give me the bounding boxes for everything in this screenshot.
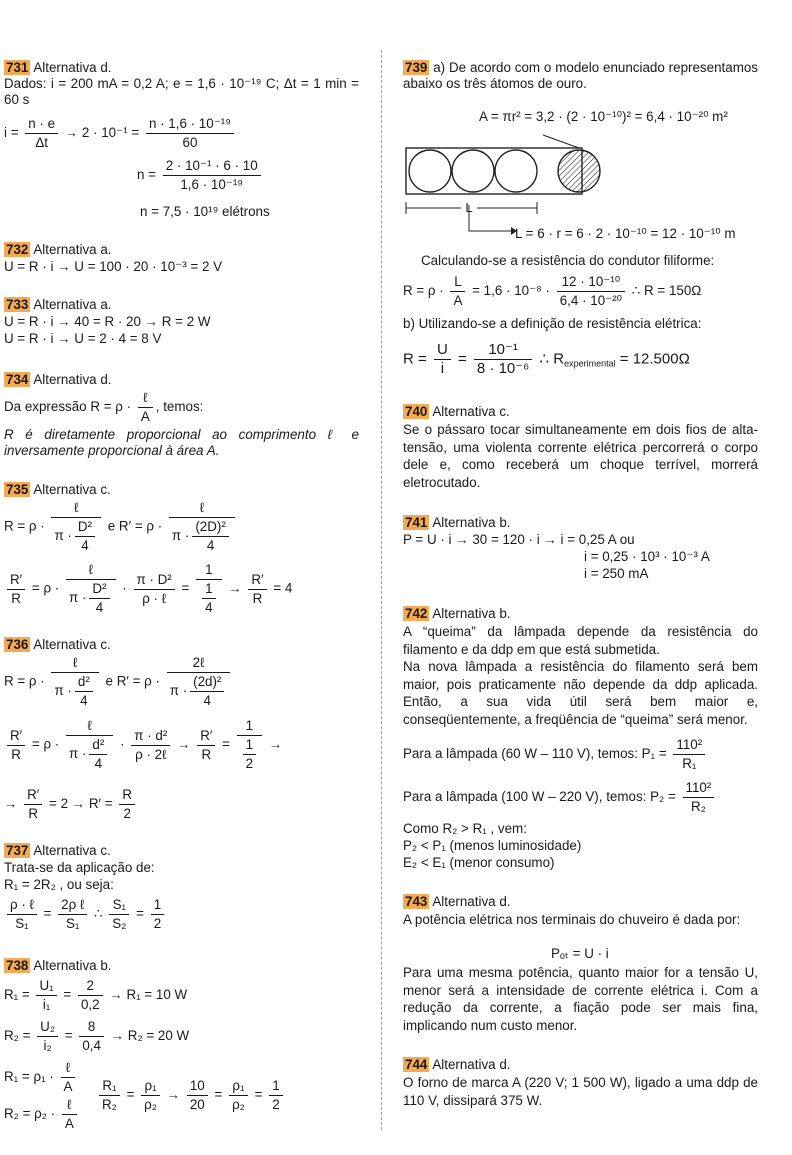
q736-R: R xyxy=(119,787,135,805)
q738-res2: → R₂ = 20 W xyxy=(110,1028,190,1044)
q741-line2: i = 0,25 · 10³ · 10⁻³ A xyxy=(584,549,710,564)
q738-i2: i₂ xyxy=(43,1038,52,1053)
q738-frac-half xyxy=(269,1078,282,1113)
q736-two2: 2 xyxy=(123,806,131,821)
q736-eq-rho: = ρ · xyxy=(31,736,60,752)
q736-rr-d3: R xyxy=(28,806,39,821)
q737-number: 737 xyxy=(6,843,29,858)
q739-fb-den: 8 · 10⁻⁶ xyxy=(476,360,530,377)
q733-line2: U = R · i → U = 2 · 4 = 8 V xyxy=(4,331,162,346)
q739-r: R = ρ · xyxy=(403,283,444,299)
q738-one: 1 xyxy=(269,1078,282,1096)
q736-rr-d: R xyxy=(11,746,21,762)
area-pointer xyxy=(543,135,579,148)
q737-header xyxy=(4,843,111,859)
q735-den-a xyxy=(51,518,101,554)
q738-frac-8 xyxy=(79,1019,104,1054)
q736-and: e R′ = ρ · xyxy=(105,673,160,689)
q736-rr-d2: R xyxy=(201,746,212,762)
q738-a2: A xyxy=(64,1116,74,1131)
atom-1 xyxy=(409,150,451,192)
q735-r: R = ρ · xyxy=(4,518,45,534)
q738-frac-2 xyxy=(78,978,103,1013)
q735-frac-e2 xyxy=(202,581,215,616)
q737-f1-den: S₁ xyxy=(15,916,29,931)
q738-rho2b: ρ₂ xyxy=(232,1097,245,1112)
q740-answer: Alternativa c. xyxy=(432,404,510,419)
q738-eq2 xyxy=(4,1019,189,1054)
q736-rr-n: R′ xyxy=(7,728,25,746)
q731-eq1 xyxy=(4,116,237,151)
q731-eq2 xyxy=(137,158,264,193)
q738-frac-lb xyxy=(62,1097,77,1132)
q738-n8: 8 xyxy=(79,1019,104,1037)
q736-frac-a xyxy=(51,655,98,709)
q739-i: i xyxy=(440,360,445,377)
q739-area: A = πr² = 3,2 · (2 · 10⁻¹⁰)² = 6,4 · 10⁻²⁰ m² xyxy=(479,109,728,124)
q739-b-eq xyxy=(403,342,690,377)
q731-f3-den: 1,6 · 10⁻¹⁹ xyxy=(180,177,244,192)
q741-answer: Alternativa b. xyxy=(432,515,511,530)
q731-f1-num: n · e xyxy=(25,116,58,134)
q736-den-e xyxy=(237,736,262,772)
q741-header xyxy=(403,515,510,531)
q739-res: ∴ R = 150Ω xyxy=(631,283,702,299)
q742-l2-text: Para a lâmpada (100 W – 220 V), temos: P₂ = xyxy=(403,789,676,805)
q735-frac-a2 xyxy=(75,519,95,554)
q738-r1b: R₁ = ρ₁ · xyxy=(4,1069,54,1085)
q738-frac-r xyxy=(99,1078,120,1113)
q739-f-num: 12 · 10⁻¹⁰ xyxy=(557,274,625,292)
q736-arrow1: → xyxy=(177,736,191,752)
q743-answer: Alternativa d. xyxy=(432,894,511,909)
q736-pid2: π · d² xyxy=(131,728,170,746)
q731-f2-num: n · 1,6 · 10⁻¹⁹ xyxy=(146,116,234,134)
q736-frac-d xyxy=(131,728,170,763)
q739-length: L = 6 · r = 6 · 2 · 10⁻¹⁰ = 12 · 10⁻¹⁰ m xyxy=(515,226,736,241)
q734-f-den: A xyxy=(140,409,150,424)
q736-frac-c xyxy=(66,718,113,772)
q735-four4: 4 xyxy=(205,600,213,615)
q735-pi: π · xyxy=(54,528,72,544)
q737-f3-num: S₁ xyxy=(109,897,129,915)
q735-frac-b xyxy=(169,500,235,554)
q738-R1: R₁ xyxy=(99,1078,120,1096)
q738-eq3: = xyxy=(126,1087,135,1103)
q739-frac-b xyxy=(474,342,532,377)
q742-number: 742 xyxy=(405,606,428,621)
q735-rr-d2: R xyxy=(252,590,263,606)
q738-eq5: = xyxy=(254,1087,263,1103)
q736-number: 736 xyxy=(6,637,29,652)
q736-frac-c2 xyxy=(89,737,107,772)
q736-eq1 xyxy=(4,655,233,709)
q738-n2: 2 xyxy=(78,978,103,996)
q735-twod: (2D)² xyxy=(192,519,229,537)
q737-eq1: = xyxy=(43,906,52,922)
q735-one: 1 xyxy=(196,562,221,580)
q736-two: 2 xyxy=(245,756,254,771)
q737-f1-num: ρ · ℓ xyxy=(7,897,37,915)
q735-pi3: π · xyxy=(69,590,87,606)
q744-answer: Alternativa d. xyxy=(432,1057,511,1072)
q739-frac-r xyxy=(557,274,625,309)
q731-answer: Alternativa d. xyxy=(33,60,112,75)
q738-frac-10 xyxy=(187,1078,208,1113)
q737-f4-den: 2 xyxy=(153,916,162,931)
q738-frac-rho2 xyxy=(229,1078,248,1113)
q735-frac-c2 xyxy=(89,581,109,616)
q741-line3: i = 250 mA xyxy=(584,566,649,581)
q738-frac-la xyxy=(61,1060,76,1095)
q738-r1: R₁ = xyxy=(4,987,30,1003)
q738-u2: U₂ xyxy=(37,1019,58,1037)
q742-frac2 xyxy=(683,780,715,815)
q734-expression xyxy=(4,390,203,425)
q736-rho2l: ρ · 2ℓ xyxy=(135,746,167,762)
q739-calc: Calculando-se a resistência do condutor filiforme: xyxy=(421,253,715,268)
q736-rr-n2: R′ xyxy=(197,728,215,746)
q736-final-pre: → xyxy=(4,796,18,812)
q743-number: 743 xyxy=(405,894,428,909)
cross-section xyxy=(558,150,600,192)
q744-number: 744 xyxy=(405,1057,428,1072)
q733-number: 733 xyxy=(6,297,29,312)
q739-a-body: a) De acordo com o modelo enunciado representamos abaixo os três átomos de ouro. xyxy=(403,60,758,91)
q739-mid: = 1,6 · 10⁻⁸ · xyxy=(472,283,550,299)
q738-i1: i₁ xyxy=(42,997,51,1012)
q736-d2b: d² xyxy=(89,737,107,755)
q736-four: 4 xyxy=(80,693,88,708)
q739-frac-la xyxy=(450,274,465,309)
q736-eq2 xyxy=(4,718,282,772)
q738-rho1b: ρ₁ xyxy=(229,1078,248,1096)
q736-eq: = xyxy=(222,736,230,752)
q738-arrow: → xyxy=(166,1087,181,1103)
q736-pi: π · xyxy=(54,683,72,699)
q738-eq1a: = xyxy=(63,987,72,1003)
column-divider xyxy=(381,50,382,1130)
q737-f4-num: 1 xyxy=(151,897,164,915)
q731-frac1 xyxy=(25,116,58,151)
q738-d04: 0,4 xyxy=(82,1038,101,1053)
q736-den-b xyxy=(167,673,231,709)
q738-eq2a: = xyxy=(64,1028,73,1044)
q735-four3: 4 xyxy=(95,600,104,615)
length-label: L xyxy=(465,200,473,215)
q733-header xyxy=(4,297,111,313)
q735-eq-rho: = ρ · xyxy=(31,580,60,596)
q738-u1: U₁ xyxy=(36,978,56,996)
q734-answer: Alternativa d. xyxy=(33,372,112,387)
q736-four3: 4 xyxy=(94,756,103,771)
q740-number: 740 xyxy=(405,404,428,419)
length-arrow-path xyxy=(469,205,511,231)
q734-number: 734 xyxy=(6,372,29,387)
q735-ratio xyxy=(7,572,25,607)
q742-l1-den: R₁ xyxy=(682,756,697,771)
q739-resb2: = 12.500Ω xyxy=(619,350,690,368)
q739-sub: experimental xyxy=(564,358,616,369)
q738-ten: 10 xyxy=(187,1078,208,1096)
q737-answer: Alternativa c. xyxy=(33,843,111,858)
q735-header xyxy=(4,482,111,498)
q736-header xyxy=(4,637,111,653)
q736-frac-b xyxy=(167,655,231,709)
q737-f2-den: S₁ xyxy=(65,916,80,931)
q738-l1: ℓ xyxy=(61,1060,76,1078)
q738-r2: R₂ = xyxy=(4,1028,31,1044)
q743-p1: A potência elétrica nos terminais do chuveiro é dada por: xyxy=(403,912,741,927)
q735-eq: = xyxy=(181,580,190,596)
q742-l1-text: Para a lâmpada (60 W – 110 V), temos: P₁ = xyxy=(403,746,667,762)
q735-d2: D² xyxy=(75,519,95,537)
q736-r: R = ρ · xyxy=(4,673,45,689)
q735-d2b: D² xyxy=(89,581,109,599)
q736-one2: 1 xyxy=(243,737,256,755)
q742-c3: E₂ < E₁ (menor consumo) xyxy=(403,855,555,870)
q731-f2-den: 60 xyxy=(182,135,198,150)
q731-f1-den: Δt xyxy=(35,135,48,150)
q736-ratio2 xyxy=(197,728,215,763)
q738-number: 738 xyxy=(6,958,29,973)
q731-arrow: → 2 · 10⁻¹ = xyxy=(64,125,140,141)
q738-a1: A xyxy=(63,1079,73,1094)
q738-res1: → R₁ = 10 W xyxy=(109,987,188,1003)
q739-rb: R = xyxy=(403,350,427,368)
q735-frac-e xyxy=(196,562,221,616)
q742-c2: P₂ < P₁ (menos luminosidade) xyxy=(403,838,582,853)
q731-number: 731 xyxy=(6,60,29,75)
q738-rho1-line xyxy=(4,1060,78,1095)
q741-number: 741 xyxy=(405,515,428,530)
q735-pid2: π · D² xyxy=(134,572,175,590)
q735-rhol: ρ · ℓ xyxy=(142,590,167,606)
q735-four: 4 xyxy=(81,538,89,553)
q737-f2-num: 2ρ ℓ xyxy=(58,897,87,915)
q736-times: · xyxy=(120,736,125,752)
q738-frac-u2 xyxy=(37,1019,58,1054)
q742-l2 xyxy=(403,780,717,815)
q742-header xyxy=(403,606,510,622)
q738-d02: 0,2 xyxy=(80,997,100,1012)
q736-pi3: π · xyxy=(69,746,87,762)
q736-ratio xyxy=(7,728,25,763)
q738-twenty: 20 xyxy=(189,1097,205,1112)
q739-eq: = xyxy=(457,350,467,368)
q735-l3: ℓ xyxy=(66,562,116,580)
q738-rho1: ρ₁ xyxy=(141,1078,160,1096)
q738-frac-rho xyxy=(141,1078,160,1113)
q737-eq xyxy=(4,897,167,932)
q735-pi2: π · xyxy=(171,528,190,544)
q738-header xyxy=(4,958,111,974)
q743-header xyxy=(403,894,510,910)
q741-line1: P = U · i → 30 = 120 · i → i = 0,25 A ou xyxy=(403,532,635,547)
q735-frac-c xyxy=(66,562,116,616)
q736-arrow2: → xyxy=(268,736,283,752)
q738-two: 2 xyxy=(272,1097,280,1112)
q735-one2: 1 xyxy=(202,581,215,599)
q735-ratio2 xyxy=(248,572,266,607)
q739-b-text: b) Utilizando-se a definição de resistência elétrica: xyxy=(403,316,702,331)
q731-dados: Dados: i = 200 mA = 0,2 A; e = 1,6 · 10⁻¹⁹ C; Δt = 1 min = 60 s xyxy=(4,76,359,107)
q736-one: 1 xyxy=(237,718,262,736)
q732-answer: Alternativa a. xyxy=(33,242,112,257)
q736-eq3 xyxy=(4,787,138,822)
q744-text: O forno de marca A (220 V; 1 500 W), ligado a uma ddp de 110 V, dissipará 375 W. xyxy=(403,1075,758,1108)
q736-twod: (2d)² xyxy=(190,674,224,692)
q736-frac-a2 xyxy=(75,674,93,709)
q736-twol: 2ℓ xyxy=(167,655,231,673)
q735-rr-n: R′ xyxy=(7,572,25,590)
q742-c1: Como R₂ > R₁ , vem: xyxy=(403,821,527,836)
q732-line1: U = R · i → U = 100 · 20 · 10⁻³ = 2 V xyxy=(4,259,223,274)
q735-rr-d: R xyxy=(11,590,21,606)
q735-den-e xyxy=(196,580,221,616)
q737-therefore: ∴ xyxy=(94,906,103,922)
q737-frac2 xyxy=(58,897,87,932)
q738-eq4: = xyxy=(214,1087,223,1103)
q735-frac-b2 xyxy=(192,519,229,554)
q735-eq2 xyxy=(4,562,292,616)
q738-eq1 xyxy=(4,978,187,1013)
q735-eq1 xyxy=(4,500,238,554)
q731-frac3 xyxy=(163,158,261,193)
q738-rho2-line xyxy=(4,1097,80,1132)
q740-header xyxy=(403,404,510,420)
q737-frac4 xyxy=(151,897,164,932)
q735-eq4: = 4 xyxy=(273,580,293,596)
q732-header xyxy=(4,242,111,258)
q735-den-c xyxy=(66,580,116,616)
q731-header xyxy=(4,60,111,76)
q735-l2: ℓ xyxy=(169,500,235,518)
q743-formula: Pₒₜ = U · i xyxy=(551,946,609,961)
q734-text: R é diretamente proporcional ao comprimento ℓ e inversamente proporcional à área A. xyxy=(4,427,359,458)
q742-frac1 xyxy=(673,737,705,772)
q743-p2: Para uma mesma potência, quanto maior for a tensão U, menor será a intensidade de corrente elétrica i. Com a redução da corrente, a fiação pode ser mais fina, implicando num custo menor. xyxy=(403,965,758,1033)
q733-line1: U = R · i → 40 = R · 20 → R = 2 W xyxy=(4,314,211,329)
q735-number: 735 xyxy=(6,482,29,497)
q739-l: L xyxy=(450,274,465,292)
q736-rr-n3: R′ xyxy=(24,787,42,805)
q731-i-lhs: i = xyxy=(4,125,19,141)
q740-text: Se o pássaro tocar simultaneamente em dois fios de alta-tensão, uma violenta corrente elétrica percorrerá o corpo dele e, como receberá um choque terrível, morrerá eletrocutado. xyxy=(403,422,758,490)
q738-rho2: ρ₂ xyxy=(144,1097,157,1112)
q731-n-lhs: n = xyxy=(137,167,156,183)
q738-l2: ℓ xyxy=(62,1097,77,1115)
q736-pi2: π · xyxy=(169,683,188,699)
q739-u: U xyxy=(434,342,451,360)
q737-frac1 xyxy=(7,897,37,932)
q739-f-den: 6,4 · 10⁻²⁰ xyxy=(559,293,623,308)
q736-answer: Alternativa c. xyxy=(33,637,111,652)
q735-frac-d xyxy=(134,572,175,607)
q731-frac2 xyxy=(146,116,234,151)
length-arrow xyxy=(467,205,517,235)
q742-l1 xyxy=(403,737,708,772)
q736-frac-e xyxy=(237,718,262,772)
q735-frac-a xyxy=(51,500,101,554)
q734-frac xyxy=(138,390,153,425)
q739-resb: ∴ R xyxy=(539,350,565,368)
q742-l2-den: R₂ xyxy=(690,799,706,814)
q739-a-text xyxy=(403,60,758,92)
q731-result: n = 7,5 · 10¹⁹ elétrons xyxy=(140,204,270,219)
q739-r-eq xyxy=(403,274,701,309)
q742-l2-num: 110² xyxy=(683,780,715,798)
q735-den-b xyxy=(169,518,235,554)
q737-f3-den: S₂ xyxy=(112,916,127,931)
q735-and: e R′ = ρ · xyxy=(107,518,163,534)
q735-four2: 4 xyxy=(206,538,215,553)
q738-frac-u1 xyxy=(36,978,56,1013)
q737-line2: R₁ = 2R₂ , ou seja: xyxy=(4,877,114,892)
q737-eq2: = xyxy=(136,906,144,922)
q736-frac-e2 xyxy=(243,737,256,772)
q736-final-mid: = 2 → R′ = xyxy=(49,796,113,812)
q736-frac-b2 xyxy=(190,674,224,709)
q742-p2: Na nova lâmpada a resistência do filamento será bem maior, pois praticamente não depende da ddp aplicada. Então, a sua vida útil será bem maior e, conseqüentemente, a freqüência de “queima” será menor. xyxy=(403,659,758,727)
q737-frac3 xyxy=(109,897,129,932)
q742-answer: Alternativa b. xyxy=(432,606,511,621)
q736-l: ℓ xyxy=(51,655,98,673)
q738-answer: Alternativa b. xyxy=(33,958,112,973)
q735-times: · xyxy=(122,580,127,596)
q736-l2: ℓ xyxy=(66,718,113,736)
q736-ratio3 xyxy=(24,787,42,822)
q734-header xyxy=(4,372,111,388)
q734-f-num: ℓ xyxy=(138,390,153,408)
q744-header xyxy=(403,1057,510,1073)
q734-expr-pre: Da expressão R = ρ · xyxy=(4,399,132,415)
q742-l1-num: 110² xyxy=(673,737,705,755)
q738-r2b: R₂ = ρ₂ · xyxy=(4,1106,56,1122)
q739-a: A xyxy=(453,293,463,308)
q739-fb-num: 10⁻¹ xyxy=(474,342,532,360)
q734-expr-post: , temos: xyxy=(155,399,204,415)
q738-ratio-line xyxy=(96,1078,286,1113)
q736-den-c xyxy=(66,736,113,772)
q736-den-a xyxy=(51,673,98,709)
q737-line1: Trata-se da aplicação de: xyxy=(4,860,155,875)
q735-arrow: → xyxy=(228,580,242,596)
q739-number: 739 xyxy=(405,60,428,75)
q736-four2: 4 xyxy=(203,693,211,708)
q732-number: 732 xyxy=(6,242,29,257)
atom-3 xyxy=(495,150,537,192)
q736-d2: d² xyxy=(75,674,93,692)
q735-rr-n2: R′ xyxy=(248,572,266,590)
q735-l: ℓ xyxy=(51,500,101,518)
q735-answer: Alternativa c. xyxy=(33,482,111,497)
q731-f3-num: 2 · 10⁻¹ · 6 · 10 xyxy=(163,158,261,176)
atom-2 xyxy=(452,150,494,192)
q738-R2: R₂ xyxy=(102,1097,117,1112)
q733-answer: Alternativa a. xyxy=(33,297,112,312)
q736-frac-f xyxy=(119,787,135,822)
q739-frac-ui xyxy=(434,342,451,377)
q742-p1: A “queima” da lâmpada depende da resistência do filamento e da ddp em que está submetida. xyxy=(403,624,758,657)
